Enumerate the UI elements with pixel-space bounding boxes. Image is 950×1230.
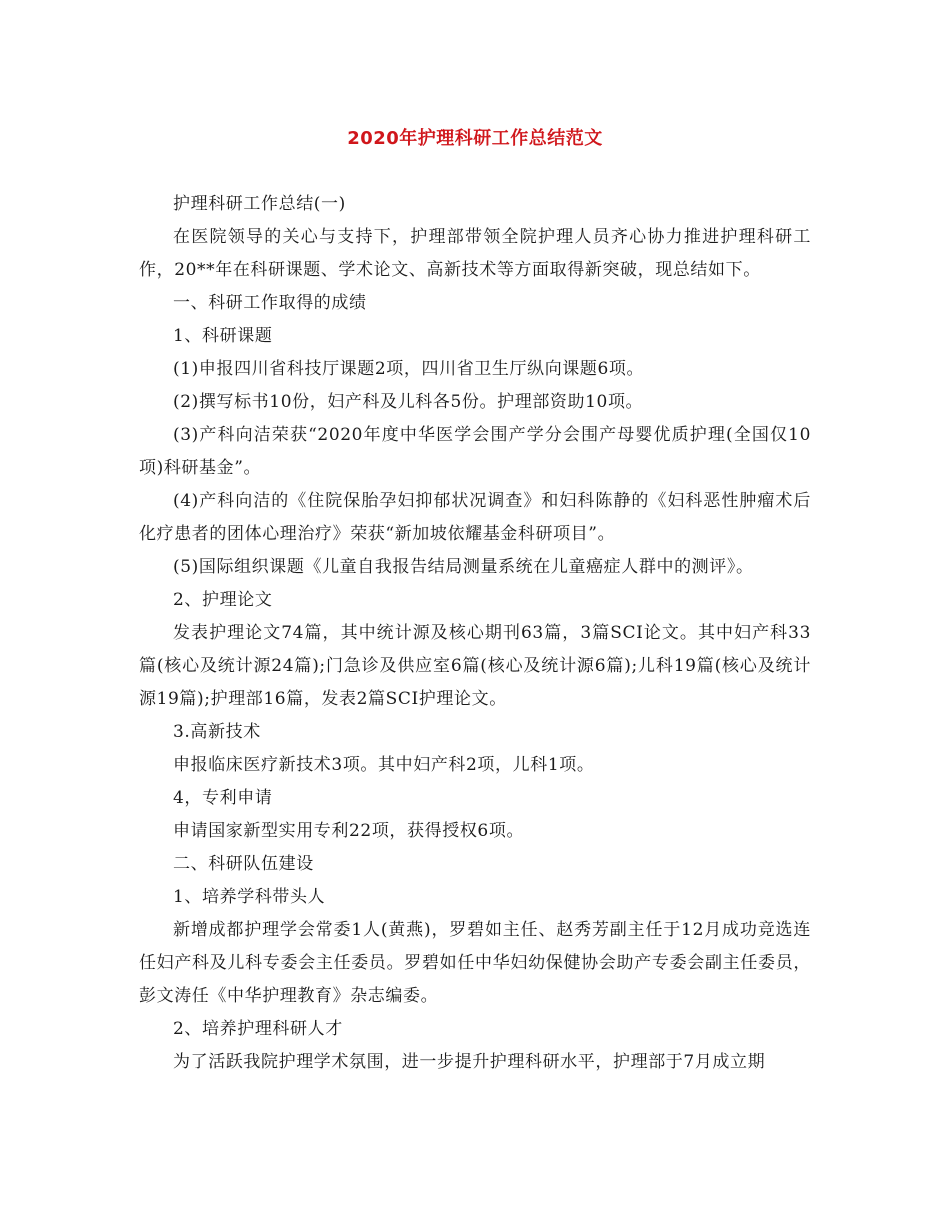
subsection-heading: 1、培养学科带头人 xyxy=(173,887,326,907)
subsection-heading: 4，专利申请 xyxy=(173,788,273,808)
list-item: (4)产科向洁的《住院保胎孕妇抑郁状况调查》和妇科陈静的《妇科恶性肿瘤术后化疗患者的团体心理治疗》荣获“新加坡依耀基金科研项目”。 xyxy=(139,491,811,544)
body-paragraph: 发表护理论文74篇，其中统计源及核心期刊63篇，3篇SCI论文。其中妇产科33篇(核心及统计源24篇);门急诊及供应室6篇(核心及统计源6篇);儿科19篇(核心及统计源19篇);护理部16篇，发表2篇SCI护理论文。 xyxy=(139,623,811,709)
list-item: (2)撰写标书10份，妇产科及儿科各5份。护理部资助10项。 xyxy=(173,392,644,412)
list-item: (5)国际组织课题《儿童自我报告结局测量系统在儿童癌症人群中的测评》。 xyxy=(173,557,754,577)
section-heading: 护理科研工作总结(一) xyxy=(173,194,346,214)
intro-paragraph: 在医院领导的关心与支持下，护理部带领全院护理人员齐心协力推进护理科研工作，20**年在科研课题、学术论文、高新技术等方面取得新突破，现总结如下。 xyxy=(139,227,811,280)
body-paragraph: 申请国家新型实用专利22项，获得授权6项。 xyxy=(173,821,525,841)
list-item: (1)申报四川省科技厅课题2项，四川省卫生厅纵向课题6项。 xyxy=(173,359,645,379)
subsection-heading: 2、培养护理科研人才 xyxy=(173,1019,343,1039)
body-paragraph: 新增成都护理学会常委1人(黄燕)，罗碧如主任、赵秀芳副主任于12月成功竞选连任妇产科及儿科专委会主任委员。罗碧如任中华妇幼保健协会助产专委会副主任委员，彭文涛任《中华护理教育》杂志编委。 xyxy=(139,920,811,1006)
subsection-heading: 2、护理论文 xyxy=(173,590,273,610)
subsection-heading: 3.高新技术 xyxy=(173,722,261,742)
section-heading: 二、科研队伍建设 xyxy=(173,854,314,874)
body-paragraph: 为了活跃我院护理学术氛围，进一步提升护理科研水平，护理部于7月成立期 xyxy=(173,1052,766,1072)
document-title: 2020年护理科研工作总结范文 xyxy=(347,128,603,149)
section-heading: 一、科研工作取得的成绩 xyxy=(173,293,367,313)
subsection-heading: 1、科研课题 xyxy=(173,326,273,346)
document-body xyxy=(139,188,811,1079)
list-item: (3)产科向洁荣获“2020年度中华医学会围产学分会围产母婴优质护理(全国仅10项)科研基金”。 xyxy=(139,425,811,478)
body-paragraph: 申报临床医疗新技术3项。其中妇产科2项，儿科1项。 xyxy=(173,755,595,775)
